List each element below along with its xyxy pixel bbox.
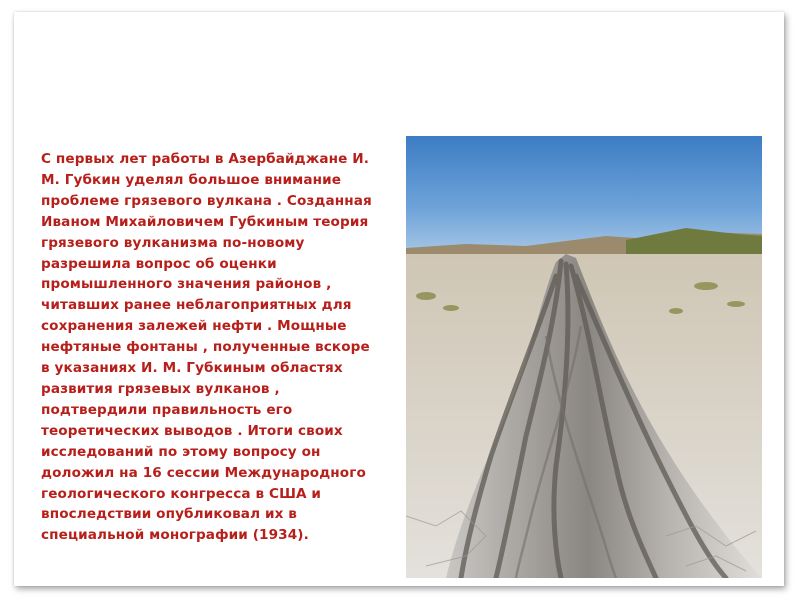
mud-volcano-photo <box>406 136 762 578</box>
slide <box>14 12 784 586</box>
slide-body-text: С первых лет работы в Азербайджане И. М. Губкин уделял большое внимание проблеме грязевого вулкана . Созданная Иваном Михайловичем Губкиным теория грязевого вулканизма по-новому разрешила вопрос об оценки промышленного значения районов , читавших ранее неблагоприятных для сохранения залежей нефти . Мощные нефтяные фонтаны , полученные вскоре в указаниях И. М. Губкиным областях развития грязевых вулканов , подтвердили правильность его теоретических выводов . Итоги своих исследований по этому вопросу он доложил на 16 сессии Международного геологического конгресса в США и впоследствии опубликовал их в специальной монографии (1934). <box>41 151 372 544</box>
